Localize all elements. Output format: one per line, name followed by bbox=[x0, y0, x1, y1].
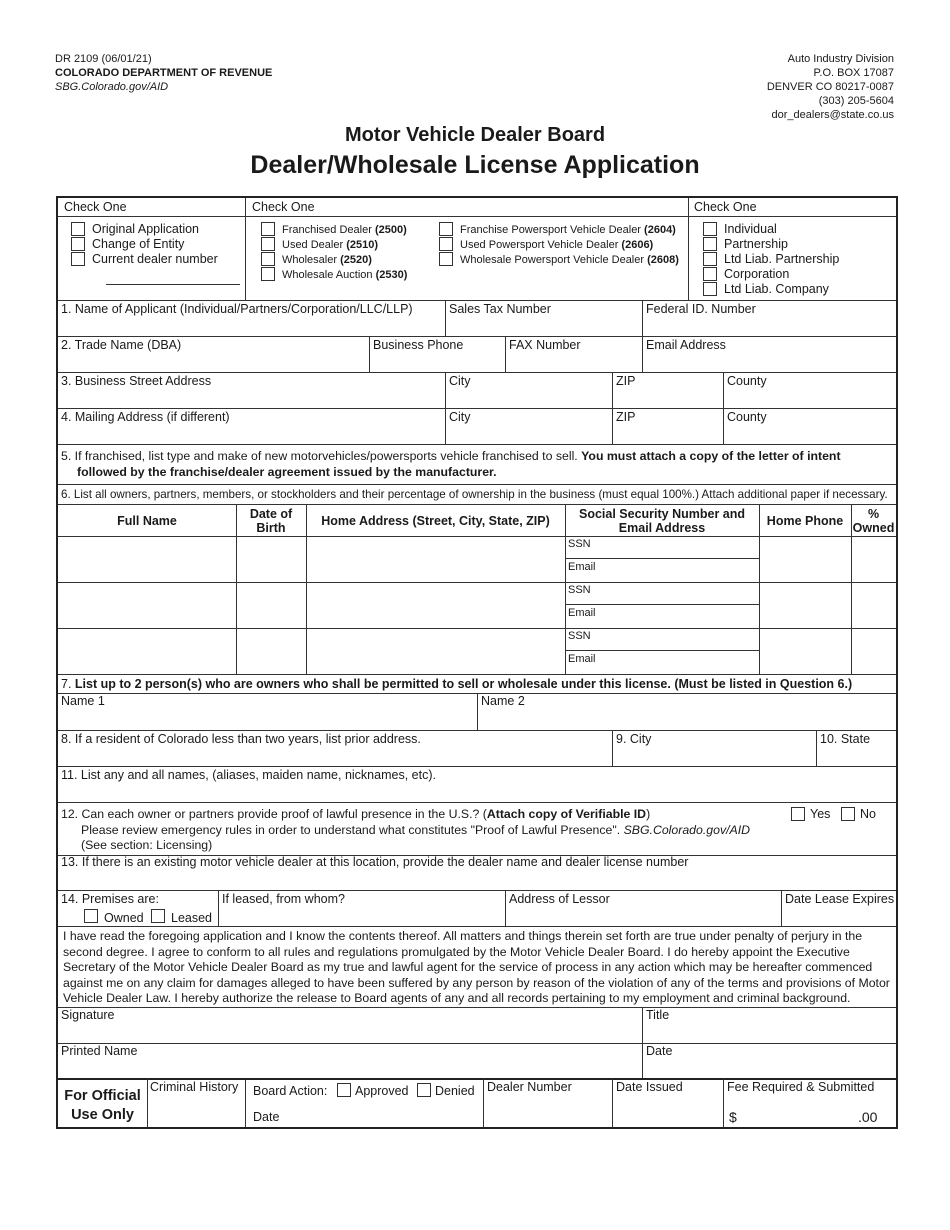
franchise-question[interactable]: 5. If franchised, list type and make of new motorvehicles/powersports vehicle franchised to sell. You must attach a copy of the letter of intent followed by the franchise/dealer agreement issued by the manufacturer. bbox=[61, 449, 841, 479]
leased-from-field[interactable]: If leased, from whom? bbox=[222, 892, 345, 906]
signature-date-field[interactable]: Date bbox=[646, 1044, 673, 1058]
wholesaler-checkbox[interactable] bbox=[261, 252, 275, 266]
ltd-liab-partnership-label: Ltd Liab. Partnership bbox=[724, 252, 840, 266]
check-one-label-1: Check One bbox=[64, 200, 127, 214]
owner-2-ssn[interactable]: SSN bbox=[568, 584, 591, 596]
board-approved-label: Approved bbox=[355, 1084, 409, 1098]
business-street-address-field[interactable]: 3. Business Street Address bbox=[61, 374, 212, 388]
fee-dollar-sign: $ bbox=[729, 1109, 737, 1125]
lawful-presence-no-label: No bbox=[860, 807, 876, 821]
used-dealer-checkbox[interactable] bbox=[261, 237, 275, 251]
corporation-label: Corporation bbox=[724, 267, 790, 281]
original-application-checkbox[interactable] bbox=[71, 222, 85, 236]
board-denied-label: Denied bbox=[435, 1084, 475, 1098]
department-website: SBG.Colorado.gov/AID bbox=[55, 81, 169, 93]
change-of-entity-label: Change of Entity bbox=[92, 237, 185, 251]
prior-state-field[interactable]: 10. State bbox=[820, 732, 871, 746]
wholesaler-label: Wholesaler (2520) bbox=[282, 254, 372, 266]
city-state-zip: DENVER CO 80217-0087 bbox=[766, 81, 894, 93]
current-dealer-number-label: Current dealer number bbox=[92, 252, 218, 266]
division-email: dor_dealers@state.co.us bbox=[771, 109, 894, 121]
fee-submitted-field[interactable]: Fee Required & Submitted bbox=[727, 1080, 875, 1094]
business-phone-field[interactable]: Business Phone bbox=[373, 338, 464, 352]
form-title: Dealer/Wholesale License Application bbox=[250, 151, 700, 179]
premises-leased-label: Leased bbox=[171, 911, 213, 925]
col-percent-owned: % Owned bbox=[852, 507, 895, 535]
owner-1-email[interactable]: Email bbox=[568, 561, 596, 573]
fee-cents: .00 bbox=[858, 1109, 878, 1125]
fax-number-field[interactable]: FAX Number bbox=[509, 338, 581, 352]
partnership-checkbox[interactable] bbox=[703, 237, 717, 251]
declaration-text: I have read the foregoing application and I know the contents thereof. All matters and things therein set forth are true under penalty of perjury in the second degree. I agree to conform to all rules and regulations promulgated by the Motor Vehicle Dealer Board. I do hereby appoint the Executive Secretary of the Motor Vehicle Dealer Board as my true and lawful agent for the service of process in any action which may be hereafter commenced against me on any claim for damages alleged to have been suffered by any person by reason of the violation of any of the terms and provisions of Motor Vehicle Dealer Law. I hereby authorize the release to Board agents of any and all records pertaining to my employment and criminal background. bbox=[63, 929, 890, 1006]
change-of-entity-checkbox[interactable] bbox=[71, 237, 85, 251]
ltd-liab-partnership-checkbox[interactable] bbox=[703, 252, 717, 266]
used-powersport-label: Used Powersport Vehicle Dealer (2606) bbox=[460, 239, 654, 251]
signature-field[interactable]: Signature bbox=[61, 1008, 115, 1022]
sellers-question: 7. List up to 2 person(s) who are owners who shall be permitted to sell or wholesale under this license. (Must be listed in Question 6.) bbox=[61, 677, 853, 691]
owner-3-email[interactable]: Email bbox=[568, 653, 596, 665]
form-header-right bbox=[767, 52, 894, 122]
franchise-powersport-checkbox[interactable] bbox=[439, 222, 453, 236]
sales-tax-number-field[interactable]: Sales Tax Number bbox=[449, 302, 551, 316]
board-action-label: Board Action: bbox=[253, 1084, 328, 1098]
lease-expires-field[interactable]: Date Lease Expires bbox=[785, 892, 895, 906]
mailing-county-field[interactable]: County bbox=[727, 410, 767, 424]
email-address-field[interactable]: Email Address bbox=[646, 338, 726, 352]
premises-leased-checkbox[interactable] bbox=[151, 909, 165, 923]
form-header-left bbox=[55, 52, 272, 94]
wholesale-auction-checkbox[interactable] bbox=[261, 267, 275, 281]
seller-name-1-field[interactable]: Name 1 bbox=[61, 694, 105, 708]
partnership-label: Partnership bbox=[724, 237, 788, 251]
franchise-powersport-label: Franchise Powersport Vehicle Dealer (2604) bbox=[460, 224, 676, 236]
ltd-liab-company-checkbox[interactable] bbox=[703, 282, 717, 296]
lawful-presence-question: 12. Can each owner or partners provide proof of lawful presence in the U.S.? (Attach copy of Verifiable ID) Please review emergency rules in order to understand what constitutes "Proof of Lawful Presence". SBG.Colorado.gov/AID (See section: Licensing) bbox=[61, 807, 751, 853]
corporation-checkbox[interactable] bbox=[703, 267, 717, 281]
current-dealer-number-checkbox[interactable] bbox=[71, 252, 85, 266]
lawful-presence-yes-checkbox[interactable] bbox=[791, 807, 805, 821]
board-approved-checkbox[interactable] bbox=[337, 1083, 351, 1097]
owners-question: 6. List all owners, partners, members, or stockholders and their percentage of ownership in the business (must equal 100%.) Attach additional paper if necessary. bbox=[61, 488, 888, 501]
ltd-liab-company-label: Ltd Liab. Company bbox=[724, 282, 829, 296]
trade-name-field[interactable]: 2. Trade Name (DBA) bbox=[61, 338, 182, 352]
lessor-address-field[interactable]: Address of Lessor bbox=[509, 892, 610, 906]
premises-owned-label: Owned bbox=[104, 911, 144, 925]
wholesale-powersport-label: Wholesale Powersport Vehicle Dealer (2608) bbox=[460, 254, 679, 266]
owner-3-ssn[interactable]: SSN bbox=[568, 630, 591, 642]
prior-city-field[interactable]: 9. City bbox=[616, 732, 652, 746]
check-one-label-2: Check One bbox=[252, 200, 315, 214]
po-box: P.O. BOX 17087 bbox=[813, 67, 894, 79]
title-field[interactable]: Title bbox=[646, 1008, 670, 1022]
department-name: COLORADO DEPARTMENT OF REVENUE bbox=[55, 67, 273, 79]
board-denied-checkbox[interactable] bbox=[417, 1083, 431, 1097]
application-form bbox=[56, 196, 898, 1129]
date-issued-field[interactable]: Date Issued bbox=[616, 1080, 683, 1094]
col-full-name: Full Name bbox=[117, 514, 177, 528]
owner-1-ssn[interactable]: SSN bbox=[568, 538, 591, 550]
premises-label: 14. Premises are: bbox=[61, 892, 159, 906]
prior-address-field[interactable]: 8. If a resident of Colorado less than two years, list prior address. bbox=[61, 732, 421, 746]
current-dealer-number-input[interactable] bbox=[106, 284, 240, 285]
criminal-history-field[interactable]: Criminal History bbox=[150, 1080, 239, 1094]
printed-name-field[interactable]: Printed Name bbox=[61, 1044, 138, 1058]
seller-name-2-field[interactable]: Name 2 bbox=[481, 694, 525, 708]
lawful-presence-no-checkbox[interactable] bbox=[841, 807, 855, 821]
division-name: Auto Industry Division bbox=[787, 53, 894, 65]
official-use-heading: For Official Use Only bbox=[64, 1088, 141, 1123]
business-county-field[interactable]: County bbox=[727, 374, 767, 388]
owner-2-email[interactable]: Email bbox=[568, 607, 596, 619]
premises-owned-checkbox[interactable] bbox=[84, 909, 98, 923]
used-powersport-checkbox[interactable] bbox=[439, 237, 453, 251]
federal-id-field[interactable]: Federal ID. Number bbox=[646, 302, 756, 316]
lawful-presence-yes-label: Yes bbox=[810, 807, 831, 821]
col-home-phone: Home Phone bbox=[766, 514, 844, 528]
dealer-number-field[interactable]: Dealer Number bbox=[487, 1080, 572, 1094]
existing-dealer-field[interactable]: 13. If there is an existing motor vehicle dealer at this location, provide the dealer name and dealer license number bbox=[61, 855, 689, 869]
board-title: Motor Vehicle Dealer Board bbox=[344, 124, 606, 146]
aliases-field[interactable]: 11. List any and all names, (aliases, maiden name, nicknames, etc). bbox=[61, 768, 436, 782]
franchised-dealer-label: Franchised Dealer (2500) bbox=[282, 224, 407, 236]
original-application-label: Original Application bbox=[92, 222, 200, 236]
col-ssn-email: Social Security Number and Email Address bbox=[578, 507, 746, 535]
col-home-address: Home Address (Street, City, State, ZIP) bbox=[321, 514, 550, 528]
mailing-city-field[interactable]: City bbox=[449, 410, 471, 424]
division-phone: (303) 205-5604 bbox=[818, 95, 894, 107]
mailing-zip-field[interactable]: ZIP bbox=[616, 410, 636, 424]
business-zip-field[interactable]: ZIP bbox=[616, 374, 636, 388]
franchised-dealer-checkbox[interactable] bbox=[261, 222, 275, 236]
business-city-field[interactable]: City bbox=[449, 374, 471, 388]
check-one-label-3: Check One bbox=[694, 200, 757, 214]
individual-checkbox[interactable] bbox=[703, 222, 717, 236]
col-date-of-birth: Date of Birth bbox=[249, 507, 293, 535]
wholesale-powersport-checkbox[interactable] bbox=[439, 252, 453, 266]
mailing-address-field[interactable]: 4. Mailing Address (if different) bbox=[61, 410, 230, 424]
individual-label: Individual bbox=[724, 222, 777, 236]
applicant-name-field[interactable]: 1. Name of Applicant (Individual/Partners/Corporation/LLC/LLP) bbox=[61, 302, 413, 316]
board-action-date-field[interactable]: Date bbox=[253, 1110, 280, 1124]
form-id: DR 2109 (06/01/21) bbox=[55, 53, 152, 65]
wholesale-auction-label: Wholesale Auction (2530) bbox=[282, 269, 408, 281]
used-dealer-label: Used Dealer (2510) bbox=[282, 239, 378, 251]
